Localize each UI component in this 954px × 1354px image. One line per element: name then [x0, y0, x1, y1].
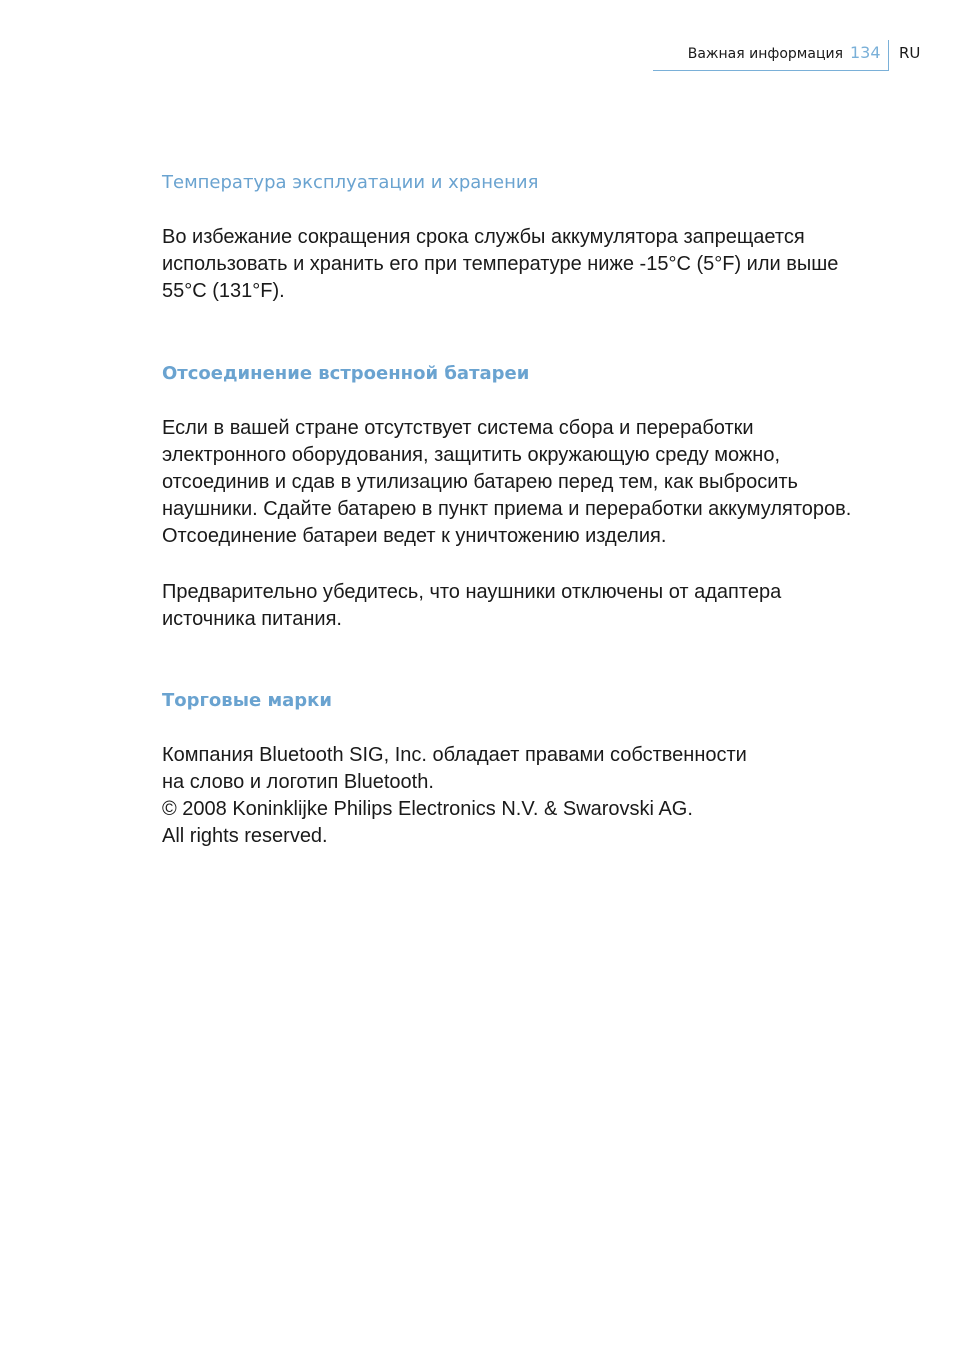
text-line: Если в вашей стране отсутствует система сбора и переработки: [162, 417, 754, 439]
text-line: наушники. Сдайте батарею в пункт приема и переработки аккумуляторов.: [162, 498, 852, 520]
paragraph-temperature: [162, 224, 902, 305]
text-line: 55°C (131°F).: [162, 280, 285, 302]
paragraph-battery-precaution: [162, 579, 902, 633]
paragraph-trademarks: [162, 742, 902, 850]
header-rule: [653, 70, 889, 71]
text-line: источника питания.: [162, 608, 342, 630]
text-line: электронного оборудования, защитить окружающую среду можно,: [162, 444, 781, 466]
header-divider-vertical: [888, 40, 889, 70]
paragraph-battery-removal: [162, 415, 902, 550]
header-section-title: Важная информация: [687, 46, 843, 62]
text-line: Предварительно убедитесь, что наушники отключены от адаптера: [162, 581, 782, 603]
page-number: 134: [850, 43, 881, 62]
section-heading-trademarks: Торговые марки: [162, 690, 333, 711]
text-line: All rights reserved.: [162, 825, 328, 847]
text-line: © 2008 Koninklijke Philips Electronics N.V. & Swarovski AG.: [162, 798, 693, 820]
text-line: Отсоединение батареи ведет к уничтожению изделия.: [162, 525, 667, 547]
page-header: [0, 40, 954, 80]
section-heading-temperature: Температура эксплуатации и хранения: [162, 172, 539, 193]
text-line: Во избежание сокращения срока службы аккумулятора запрещается: [162, 226, 805, 248]
text-line: отсоединив и сдав в утилизацию батарею перед тем, как выбросить: [162, 471, 798, 493]
text-line: на слово и логотип Bluetooth.: [162, 771, 434, 793]
text-line: Компания Bluetooth SIG, Inc. обладает правами собственности: [162, 744, 747, 766]
section-heading-battery: Отсоединение встроенной батареи: [162, 363, 530, 384]
language-code: RU: [899, 44, 921, 62]
text-line: использовать и хранить его при температуре ниже -15°C (5°F) или выше: [162, 253, 839, 275]
